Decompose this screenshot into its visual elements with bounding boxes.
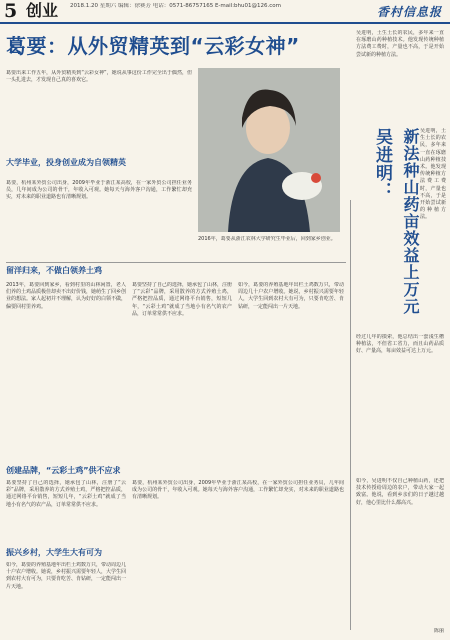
page-number: 5 — [4, 0, 18, 22]
article-body-2c: 如今，葛要的养殖基地年出栏土鸡数万只，带动周边几十户农户增收。她说，乡村振兴需要年轻人，大学生回到农村大有可为，只要肯吃苦、肯钻研，一定能闯出一片天地。 — [238, 282, 344, 310]
article-body-3: 葛要坚持了自己的选择，她承包了山林，注册了“云彩”品牌，采用散养的方式养殖土鸡，严格把控品质，通过网络平台销售，短短几年，“云彩土鸡”就成了当地小有名气的农产品，订单常常供不应求。 — [6, 480, 126, 508]
sidebar-intro: 吴进明，土生土长的农民，多年来一直在琢磨山药种植技术。他发现传统种植方法费工费时，产量也不高，于是开始尝试新的种植方法。 — [356, 30, 444, 58]
article-body-2: 2013年，葛要回到家乡，看到村里的山林闲置，老人们养的土鸡品质极佳却卖不出好价钱，她萌生了回乡创业的想法。家人起初并不理解，认为好好的白领不做，偏要回村里养鸡。 — [6, 282, 126, 310]
portrait-photo — [198, 68, 340, 232]
sidebar-divider — [350, 200, 351, 630]
subhead-3: 创建品牌，“云彩土鸡”供不应求 — [6, 466, 121, 475]
sidebar-body-3: 如今，吴进明不仅自己种植山药，还把技术传授给周边的农户，带动大家一起致富。他说，看到乡亲们的日子越过越好，他心里比什么都高兴。 — [356, 478, 444, 506]
article-body-2b: 葛要坚持了自己的选择，她承包了山林，注册了“云彩”品牌，采用散养的方式养殖土鸡，严格把控品质，通过网络平台销售，短短几年，“云彩土鸡”就成了当地小有名气的农产品，订单常常供不应求。 — [132, 282, 232, 317]
sidebar-title: 吴进明： — [372, 128, 392, 200]
portrait-illustration — [198, 68, 340, 232]
sidebar-body-1: 吴进明，土生土长的农民，多年来一直在琢磨山药种植技术。他发现传统种植方法费工费时，产量也不高，于是开始尝试新的种植方法。 — [420, 128, 446, 221]
subhead-2: 留洋归来，不做白领养土鸡 — [6, 266, 102, 275]
article-lede: 葛要出来工作五年，从外贸精英到“云彩女神”，她说从事这份工作完全出于偶然，但一头扎进去，才发现自己真的喜欢它。 — [6, 70, 192, 84]
subhead-4: 振兴乡村，大学生大有可为 — [6, 548, 102, 557]
article-body-1: 葛要，杭州某外贸公司出身，2009年毕业于浙江某高校，在一家外贸公司担任业务员，几年间成为公司的骨干，年收入可观。她每天与海外客户沟通，工作繁忙却充实，对未来的职业道路也有清晰规划。 — [6, 180, 192, 201]
section-divider — [6, 262, 346, 263]
newspaper-brand: 香村信息报 — [376, 5, 442, 19]
article-body-continued: 葛要，杭州某外贸公司出身，2009年毕业于浙江某高校，在一家外贸公司担任业务员，几年间成为公司的骨干，年收入可观。她每天与海外客户沟通，工作繁忙却充实，对未来的职业道路也有清晰规划。 — [132, 480, 344, 501]
page-meta: 2018.1.20 星期六 编辑：徐赛芳 电话：0571-86757165 E-mail:bhu01@126.com — [70, 3, 282, 9]
sidebar-body-2: 经过几年的摸索，他总结出一套浅生槽种植法，不但省工省力，而且山药品质好、产量高，每亩效益可达上万元。 — [356, 334, 444, 355]
section-name: 创业 — [26, 1, 59, 20]
sidebar-subtitle: 新法种山药亩效益上万元 — [401, 128, 420, 315]
photo-caption: 2016年，葛要从浙江农林大学研究生毕业后，回到家乡创业。 — [198, 236, 336, 242]
page-masthead — [0, 0, 450, 24]
article-body-4: 如今，葛要的养殖基地年出栏土鸡数万只，带动周边几十户农户增收。她说，乡村振兴需要年轻人，大学生回到农村大有可为，只要肯吃苦、肯钻研，一定能闯出一片天地。 — [6, 562, 126, 590]
subhead-1: 大学毕业，投身创业成为自领精英 — [6, 158, 126, 167]
sidebar-byline: 陈丽 — [433, 628, 444, 634]
article-headline: 葛要：从外贸精英到“云彩女神” — [6, 34, 300, 58]
